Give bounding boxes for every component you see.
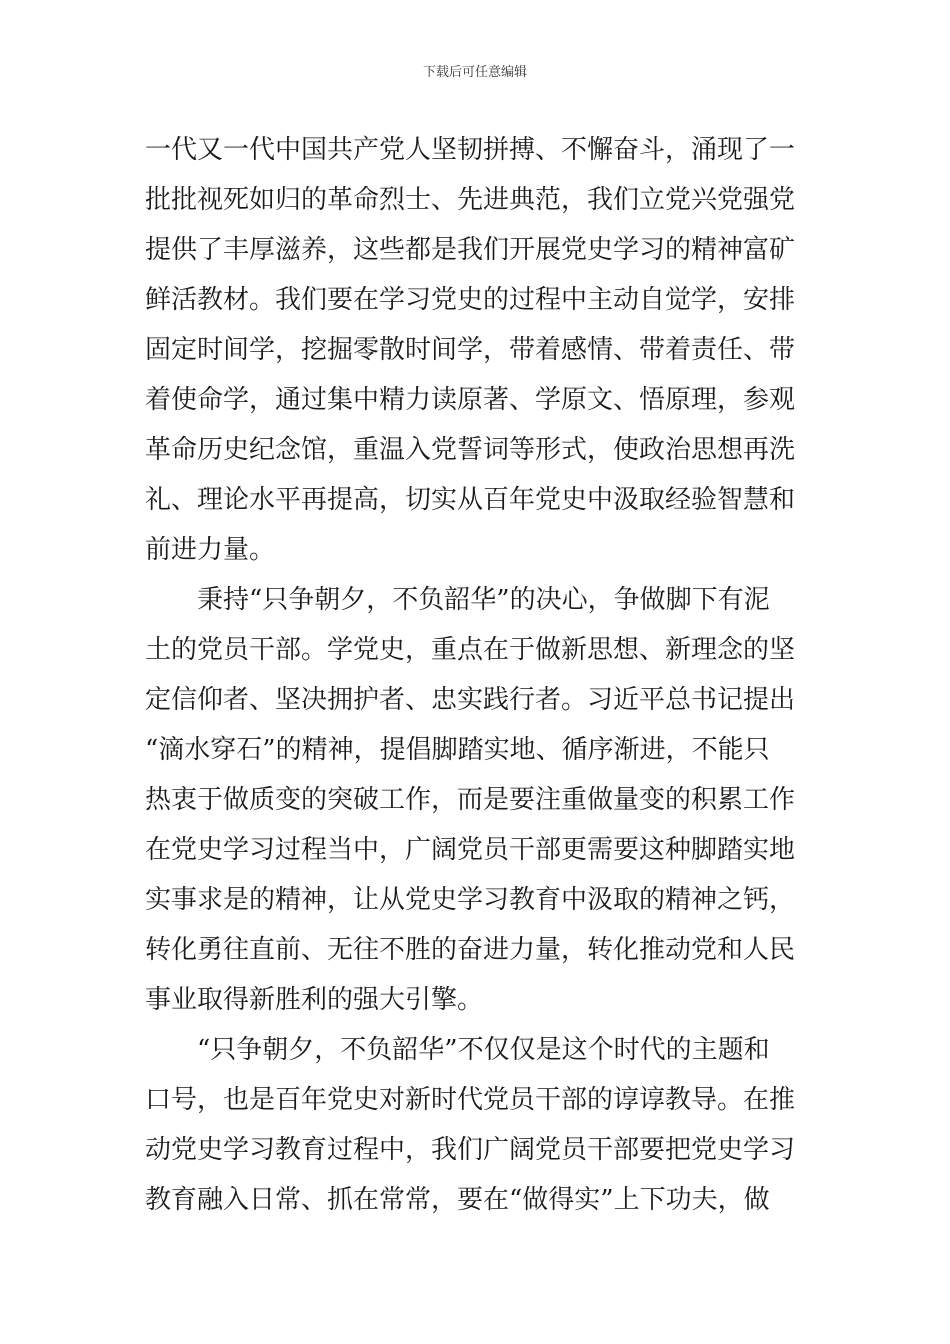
text-line: 实事求是的精神，让从党史学习教育中汲取的精神之钙，	[145, 885, 796, 915]
text-line: 在党史学习过程当中，广阔党员干部更需要这种脚踏实地	[145, 835, 796, 865]
text-line: 提供了丰厚滋养，这些都是我们开展党史学习的精神富矿	[145, 235, 796, 265]
text-line: 转化勇往直前、无往不胜的奋进力量，转化推动党和人民	[145, 935, 796, 965]
text-line: 事业取得新胜利的强大引擎。	[145, 985, 484, 1015]
text-line: 鲜活教材。我们要在学习党史的过程中主动自觉学，安排	[145, 285, 796, 315]
paragraph-first-line: 秉持“只争朝夕，不负韶华”的决心，争做脚下有泥	[197, 585, 770, 615]
text-line: 前进力量。	[145, 535, 276, 565]
text-line: 热衷于做质变的突破工作，而是要注重做量变的积累工作	[145, 785, 796, 815]
text-line: 教育融入日常、抓在常常，要在“做得实”上下功夫，做	[145, 1185, 770, 1215]
text-line: 革命历史纪念馆，重温入党誓词等形式，使政治思想再洗	[145, 435, 796, 465]
page-header-note: 下载后可任意编辑	[422, 65, 527, 80]
text-line: 口号，也是百年党史对新时代党员干部的谆谆教导。在推	[145, 1085, 796, 1115]
text-line: “滴水穿石”的精神，提倡脚踏实地、循序渐进，不能只	[145, 735, 770, 765]
paragraph-first-line: “只争朝夕，不负韶华”不仅仅是这个时代的主题和	[197, 1035, 770, 1065]
text-line: 批批视死如归的革命烈士、先进典范，我们立党兴党强党	[145, 185, 796, 215]
text-line: 礼、理论水平再提高，切实从百年党史中汲取经验智慧和	[145, 485, 796, 515]
document-body	[145, 125, 815, 1225]
text-line: 土的党员干部。学党史，重点在于做新思想、新理念的坚	[145, 635, 796, 665]
text-line: 定信仰者、坚决拥护者、忠实践行者。习近平总书记提出	[145, 685, 796, 715]
text-line: 一代又一代中国共产党人坚韧拼搏、不懈奋斗，涌现了一	[145, 135, 796, 165]
text-line: 动党史学习教育过程中，我们广阔党员干部要把党史学习	[145, 1135, 796, 1165]
text-line: 固定时间学，挖掘零散时间学，带着感情、带着责任、带	[145, 335, 796, 365]
text-line: 着使命学，通过集中精力读原著、学原文、悟原理，参观	[145, 385, 796, 415]
